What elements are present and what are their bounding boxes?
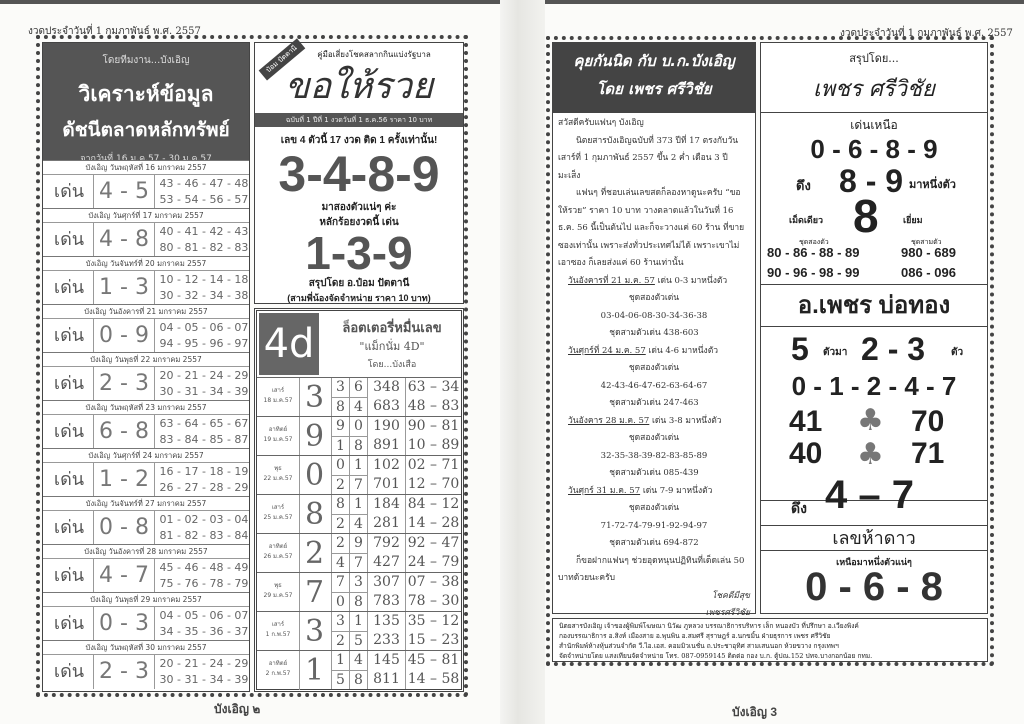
4d-date bbox=[259, 386, 297, 406]
letter-greeting: สวัสดีครับแฟนๆ บังเอิญ bbox=[558, 118, 644, 128]
khr-hundreds: 1-3-9 bbox=[305, 227, 413, 279]
row-numbers bbox=[159, 656, 249, 688]
row-line-2: 30 - 31 - 34 - 39 bbox=[159, 385, 249, 398]
4d-pairs: 35 – 12 bbox=[405, 612, 461, 631]
4d-day: เสาร์ bbox=[271, 504, 285, 511]
entry-two: 32-35-38-39-82-83-85-89 bbox=[600, 450, 708, 461]
entry-rest: เด่น 4-6 มาหนึ่งตัว bbox=[645, 345, 718, 356]
letter-para-1: นิตยสารบังเอิญฉบับที่ 373 ปีที่ 17 ตรงกับวันเสาร์ที่ 1 กุมภาพันธ์ 2557 ขึ้น 2 ค่ำ เดือน 3 ปีมะเส็ง bbox=[558, 135, 739, 181]
4d-triple: 102 bbox=[367, 456, 405, 475]
row-date: บังเอิญ วันพฤหัสที่ 16 มกราคม 2557 bbox=[43, 161, 249, 175]
three-set-1: 980 - 689 bbox=[901, 245, 956, 260]
entry-two: 71-72-74-79-91-92-94-97 bbox=[600, 520, 708, 531]
entry-two-label: ชุดสองตัวเด่น bbox=[628, 293, 680, 303]
4d-logo: 4d bbox=[259, 313, 319, 375]
4d-row bbox=[257, 572, 461, 611]
entry-rest: เด่น 0-3 มาหนึ่งตัว bbox=[654, 275, 728, 286]
single-left: เม็ดเดียว bbox=[789, 215, 824, 225]
4d-triple: 281 bbox=[367, 514, 405, 533]
entry-two-label: ชุดสองตัวเด่น bbox=[628, 503, 680, 513]
4d-triple: 683 bbox=[367, 397, 405, 416]
analysis-rows bbox=[43, 160, 249, 690]
row-numbers bbox=[159, 224, 249, 256]
row-line-2: 94 - 95 - 96 - 97 bbox=[159, 337, 249, 350]
4d-main-digit: 2 bbox=[299, 534, 329, 573]
row-numbers bbox=[159, 320, 249, 352]
4d-row bbox=[257, 611, 461, 650]
den-label: เด่น bbox=[53, 469, 85, 490]
row-date: บังเอิญ วันพฤหัสที่ 30 มกราคม 2557 bbox=[43, 641, 249, 655]
issue-line-right: งวดประจำวันที่ 1 กุมภาพันธ์ พ.ศ. 2557 bbox=[840, 28, 1013, 39]
page-gutter bbox=[500, 0, 545, 724]
4d-date-text: 25 ม.ค.57 bbox=[263, 514, 293, 521]
phet-dueng-label: ดึง bbox=[791, 500, 807, 516]
4d-pairs: 84 – 12 bbox=[405, 495, 461, 514]
4d-digit: 1 bbox=[331, 436, 349, 455]
khr-subtitle: คู่มือเสี่ยงโชคสลากกินแบ่งรัฐบาล bbox=[317, 50, 431, 59]
row-date: บังเอิญ วันจันทร์ที่ 27 มกราคม 2557 bbox=[43, 497, 249, 511]
author-badge: ป๋อม ปัตตานี bbox=[259, 39, 305, 81]
entry-day: วันศุกร์ที่ 24 ม.ค. 57 bbox=[568, 345, 646, 356]
4d-main-digit: 0 bbox=[299, 456, 329, 495]
row-numbers bbox=[159, 560, 249, 592]
den-label: เด่น bbox=[53, 181, 85, 202]
row-line-2: 83 - 84 - 85 - 87 bbox=[159, 433, 249, 446]
4d-row bbox=[257, 416, 461, 455]
4d-digit: 2 bbox=[331, 514, 349, 533]
4d-digit: 7 bbox=[331, 573, 349, 592]
khr-issue: ฉบับที่ 1 ปีที่ 1 งวดวันที่ 1 ธ.ค.56 ราคา 10 บาท bbox=[255, 113, 463, 127]
row-line-1: 20 - 21 - 24 - 29 bbox=[159, 657, 249, 670]
4d-digit: 5 bbox=[349, 631, 367, 650]
den-label: เด่น bbox=[53, 565, 85, 586]
4d-digit: 8 bbox=[331, 495, 349, 514]
row-line-1: 16 - 17 - 18 - 19 bbox=[159, 465, 249, 478]
4d-row bbox=[257, 533, 461, 572]
4d-pairs: 78 – 30 bbox=[405, 592, 461, 611]
4d-digit: 8 bbox=[349, 670, 367, 689]
4d-date-text: 2 ก.พ.57 bbox=[265, 670, 291, 677]
five-star-title: เลขห้าดาว bbox=[761, 525, 987, 551]
row-pair: 6 - 8 bbox=[93, 415, 155, 449]
4d-row bbox=[257, 650, 461, 689]
4d-row bbox=[257, 455, 461, 494]
row-line-1: 40 - 41 - 42 - 43 bbox=[159, 225, 249, 238]
4d-digit: 4 bbox=[349, 514, 367, 533]
letter-entry bbox=[558, 413, 750, 483]
row-pair: 0 - 9 bbox=[93, 319, 155, 353]
row-line-2: 53 - 54 - 56 - 57 bbox=[159, 193, 249, 206]
4d-date-text: 1 ก.พ.57 bbox=[265, 631, 291, 638]
4d-pairs: 02 – 71 bbox=[405, 456, 461, 475]
4d-pairs: 48 – 83 bbox=[405, 397, 461, 416]
4d-pairs: 45 – 81 bbox=[405, 651, 461, 670]
row-line-1: 45 - 46 - 48 - 49 bbox=[159, 561, 249, 574]
analysis-row bbox=[43, 160, 249, 208]
4d-triple: 307 bbox=[367, 573, 405, 592]
phet-n2: 70 bbox=[911, 405, 945, 438]
row-pair: 2 - 3 bbox=[93, 655, 155, 689]
row-pair: 4 - 5 bbox=[93, 175, 155, 209]
4d-triple: 811 bbox=[367, 670, 405, 689]
editor-title-1: คุยกันนิด กับ บ.ก.บังเอิญ bbox=[573, 52, 735, 70]
4d-triple: 135 bbox=[367, 612, 405, 631]
entry-two-label: ชุดสองตัวเด่น bbox=[628, 363, 680, 373]
letter-closing: ก็ขอฝากแฟนๆ ช่วยอุดหนุนปฏิทินที่เด็ดเล่น 50 บาทด้วยนะครับ bbox=[558, 555, 745, 583]
letter-sign-2: เพชรศรีวิชัย bbox=[705, 608, 750, 618]
phet-five: 5 bbox=[791, 331, 809, 367]
entry-three: ชุดสามตัวเด่น 247-463 bbox=[609, 398, 699, 408]
den-label: เด่น bbox=[53, 661, 85, 682]
phet-n4: 71 bbox=[911, 437, 945, 470]
row-numbers bbox=[159, 416, 249, 448]
4d-main-digit: 8 bbox=[299, 495, 329, 534]
4d-pairs: 14 – 28 bbox=[405, 514, 461, 533]
analysis-row bbox=[43, 496, 249, 544]
4d-digit: 9 bbox=[331, 417, 349, 436]
row-numbers bbox=[159, 608, 249, 640]
editor-letter bbox=[553, 113, 755, 625]
4d-date-text: 29 ม.ค.57 bbox=[263, 592, 293, 599]
letter-entry bbox=[558, 483, 750, 553]
row-date: บังเอิญ วันอังคารที่ 21 มกราคม 2557 bbox=[43, 305, 249, 319]
4d-digit: 3 bbox=[349, 573, 367, 592]
entry-three: ชุดสามตัวเด่น 438-603 bbox=[609, 328, 699, 338]
den-label: เด่น bbox=[53, 373, 85, 394]
entry-two: 42-43-46-47-62-63-64-67 bbox=[600, 380, 708, 391]
4d-date-text: 19 ม.ค.57 bbox=[263, 436, 293, 443]
analysis-range: จากวันที่ 16 ม.ค.57 - 30 ม.ค.57 bbox=[80, 154, 212, 164]
footer-line: กองบรรณาธิการ อ.สิงห์ เมืองสาย อ.พุนพิน อ.สมศรี สุราษฎร์ อ.นกขมิ้น ฝ่ายธุรการ เพชร ศรีวิชัย bbox=[559, 632, 831, 640]
row-line-1: 01 - 02 - 03 - 04 bbox=[159, 513, 249, 526]
4d-digit: 1 bbox=[349, 456, 367, 475]
analysis-title-1: วิเคราะห์ข้อมูล bbox=[78, 83, 214, 106]
phet-title: อ.เพชร บ่อทอง bbox=[761, 285, 987, 327]
row-pair: 0 - 8 bbox=[93, 511, 155, 545]
4d-main-digit: 3 bbox=[299, 612, 329, 651]
4d-date bbox=[259, 620, 297, 640]
analysis-row bbox=[43, 640, 249, 688]
khr-by: สรุปโดย อ.ป๋อม ปัตตานี bbox=[308, 278, 410, 289]
row-pair: 1 - 2 bbox=[93, 463, 155, 497]
4d-triple: 792 bbox=[367, 534, 405, 553]
entry-two: 03-04-06-08-30-34-36-38 bbox=[600, 310, 708, 321]
den-label: เด่น bbox=[53, 325, 85, 346]
4d-digit: 6 bbox=[349, 378, 367, 397]
row-date: บังเอิญ วันจันทร์ที่ 20 มกราคม 2557 bbox=[43, 257, 249, 271]
club-icon: ♣ bbox=[857, 437, 884, 472]
4d-triple: 427 bbox=[367, 553, 405, 572]
4d-pairs: 12 – 70 bbox=[405, 475, 461, 494]
4d-pairs: 07 – 38 bbox=[405, 573, 461, 592]
dueng-label: ดึง bbox=[796, 178, 811, 193]
4d-date bbox=[259, 425, 297, 445]
phet-tuama: ตัวมา bbox=[823, 347, 848, 358]
summary-panel bbox=[760, 42, 988, 614]
4d-date-text: 22 ม.ค.57 bbox=[263, 475, 293, 482]
4d-digit: 1 bbox=[331, 651, 349, 670]
4d-pairs: 90 – 81 bbox=[405, 417, 461, 436]
analysis-row bbox=[43, 208, 249, 256]
4d-digit: 7 bbox=[349, 553, 367, 572]
4d-triple: 348 bbox=[367, 378, 405, 397]
den-label: เด่น bbox=[53, 229, 85, 250]
4d-triple: 233 bbox=[367, 631, 405, 650]
khr-title: ขอให้รวย bbox=[284, 66, 434, 107]
five-star-sub: เหนือมาหนึ่งตัวแน่ๆ bbox=[836, 557, 912, 567]
den-label: เด่น bbox=[53, 421, 85, 442]
row-line-1: 63 - 64 - 65 - 67 bbox=[159, 417, 249, 430]
row-line-1: 20 - 21 - 24 - 29 bbox=[159, 369, 249, 382]
4d-digit: 1 bbox=[349, 495, 367, 514]
row-numbers bbox=[159, 512, 249, 544]
row-pair: 4 - 7 bbox=[93, 559, 155, 593]
den-nuea-section bbox=[761, 113, 987, 285]
row-line-2: 30 - 32 - 34 - 38 bbox=[159, 289, 249, 302]
row-numbers bbox=[159, 272, 249, 304]
4d-date bbox=[259, 464, 297, 484]
4d-main-digit: 9 bbox=[299, 417, 329, 456]
4d-triple: 891 bbox=[367, 436, 405, 455]
entry-three: ชุดสามตัวเด่น 085-439 bbox=[609, 468, 699, 478]
footer-line: สำนักพิมพ์ห้างหุ้นส่วนจำกัด วี.ไอ.เอส. คอมมิวเนชั่น ถ.ประชาอุทิศ สามเสนนอก ห้วยขวาง กรุงเทพฯ bbox=[559, 642, 839, 650]
row-pair: 2 - 3 bbox=[93, 367, 155, 401]
4d-row bbox=[257, 377, 461, 416]
4d-main-digit: 1 bbox=[299, 651, 329, 690]
row-date: บังเอิญ วันพฤหัสที่ 23 มกราคม 2557 bbox=[43, 401, 249, 415]
entry-day: วันอังคาร 28 ม.ค. 57 bbox=[568, 415, 650, 426]
khr-line2: หลักร้อยงวดนี้ เด่น bbox=[319, 217, 399, 228]
five-star-numbers: 0 - 6 - 8 bbox=[805, 565, 943, 609]
den-nuea-label: เด่นเหนือ bbox=[850, 118, 898, 132]
phet-n3: 40 bbox=[789, 437, 823, 470]
analysis-row bbox=[43, 256, 249, 304]
4d-day: อาทิตย์ bbox=[268, 660, 288, 667]
row-pair: 4 - 8 bbox=[93, 223, 155, 257]
summary-header bbox=[761, 43, 987, 113]
row-line-2: 81 - 82 - 83 - 84 bbox=[159, 529, 249, 542]
4d-rows bbox=[257, 377, 461, 689]
4d-day: เสาร์ bbox=[271, 621, 285, 628]
4d-digit: 3 bbox=[331, 612, 349, 631]
lottery-4d-panel bbox=[254, 308, 464, 692]
khr-main-numbers: 3-4-8-9 bbox=[278, 146, 440, 202]
phet-pair: 2 - 3 bbox=[861, 331, 926, 367]
letter-entry bbox=[558, 273, 750, 343]
analysis-row bbox=[43, 592, 249, 640]
4d-digit: 2 bbox=[331, 631, 349, 650]
entry-rest: เด่น 7-9 มาหนึ่งตัว bbox=[640, 485, 713, 496]
analysis-row bbox=[43, 304, 249, 352]
single-right: เยี่ยม bbox=[903, 215, 923, 225]
4d-main-digit: 7 bbox=[299, 573, 329, 612]
row-line-1: 04 - 05 - 06 - 07 bbox=[159, 609, 249, 622]
den-label: เด่น bbox=[53, 277, 85, 298]
4d-row bbox=[257, 494, 461, 533]
row-date: บังเอิญ วันศุกร์ที่ 17 มกราคม 2557 bbox=[43, 209, 249, 223]
4d-day: อาทิตย์ bbox=[268, 426, 288, 433]
single-digit: 8 bbox=[853, 190, 879, 242]
row-line-1: 04 - 05 - 06 - 07 bbox=[159, 321, 249, 334]
4d-date bbox=[259, 581, 297, 601]
letter-entries bbox=[558, 273, 750, 553]
4d-pairs: 63 – 34 bbox=[405, 378, 461, 397]
analysis-row bbox=[43, 448, 249, 496]
4d-triple: 145 bbox=[367, 651, 405, 670]
4d-digit: 4 bbox=[349, 397, 367, 416]
4d-digit: 4 bbox=[349, 651, 367, 670]
row-numbers bbox=[159, 368, 249, 400]
analysis-panel bbox=[42, 42, 250, 692]
analysis-title-2: ดัชนีตลาดหลักทรัพย์ bbox=[62, 120, 230, 141]
4d-digit: 0 bbox=[349, 417, 367, 436]
4d-date-text: 26 ม.ค.57 bbox=[263, 553, 293, 560]
row-line-2: 80 - 81 - 82 - 83 bbox=[159, 241, 249, 254]
4d-date bbox=[259, 542, 297, 562]
4d-digit: 9 bbox=[349, 534, 367, 553]
row-date: บังเอิญ วันพุธที่ 29 มกราคม 2557 bbox=[43, 593, 249, 607]
4d-pairs: 10 – 89 bbox=[405, 436, 461, 455]
row-date: บังเอิญ วันศุกร์ที่ 24 มกราคม 2557 bbox=[43, 449, 249, 463]
khr-line1: มาสองตัวแน่ๆ ค่ะ bbox=[321, 202, 397, 213]
row-line-2: 30 - 31 - 34 - 39 bbox=[159, 673, 249, 686]
4d-day: พุธ bbox=[274, 582, 282, 589]
phet-tua: ตัว bbox=[951, 347, 964, 358]
khor-hai-ruay-panel bbox=[254, 42, 464, 304]
4d-date bbox=[259, 659, 297, 679]
4d-digit: 0 bbox=[331, 592, 349, 611]
entry-day: วันศุกร์ 31 ม.ค. 57 bbox=[568, 485, 641, 496]
footer-line: จัดจำหน่ายโดย แสงเทียนจัดจำหน่าย โทร. 087-0959145 ติดต่อ กอง บ.ก. ตู้ปณ.152 ปทจ.บางกอกน้อย กทม. bbox=[559, 652, 873, 660]
phet-n1: 41 bbox=[789, 405, 823, 438]
letter-sign-1: โชคดีมีสุข bbox=[711, 590, 750, 601]
den-nuea-numbers: 0 - 6 - 8 - 9 bbox=[810, 134, 938, 164]
den-label: เด่น bbox=[53, 517, 85, 538]
4d-pairs: 24 – 79 bbox=[405, 553, 461, 572]
club-icon: ♣ bbox=[857, 403, 884, 438]
analysis-header bbox=[43, 43, 249, 164]
4d-digit: 8 bbox=[331, 397, 349, 416]
4d-date bbox=[259, 503, 297, 523]
4d-triple: 783 bbox=[367, 592, 405, 611]
left-page-label: บังเอิญ ๒ bbox=[214, 702, 261, 716]
4d-pairs: 14 – 58 bbox=[405, 670, 461, 689]
4d-day: เสาร์ bbox=[271, 387, 285, 394]
4d-digit: 8 bbox=[349, 436, 367, 455]
analysis-row bbox=[43, 544, 249, 592]
4d-triple: 184 bbox=[367, 495, 405, 514]
two-set-label: ชุดสองตัว bbox=[799, 238, 829, 246]
4d-triple: 190 bbox=[367, 417, 405, 436]
one-digit-label: มาหนึ่งตัว bbox=[909, 179, 956, 191]
analysis-byline: โดยทีมงาน...บังเอิญ bbox=[102, 55, 190, 66]
4d-main-digit: 3 bbox=[299, 378, 329, 417]
issue-line: งวดประจำวันที่ 1 กุมภาพันธ์ พ.ศ. 2557 bbox=[28, 26, 201, 37]
footer-line: นิตยสารบังเอิญ เจ้าของผู้พิมพ์โฆษณา นิวัฒ ภูหลวง บรรณาธิการบริหาร เล็ก หนองบัว ที่ปรึกษา อ.เวียงพิงค์ bbox=[559, 622, 859, 630]
4d-day: พุธ bbox=[274, 465, 282, 472]
row-line-2: 34 - 35 - 36 - 37 bbox=[159, 625, 249, 638]
khr-headline: เลข 4 ตัวนี้ 17 งวด ติด 1 ครั้งเท่านั้น! bbox=[280, 135, 438, 146]
4d-digit: 8 bbox=[349, 592, 367, 611]
row-date: บังเอิญ วันพุธที่ 22 มกราคม 2557 bbox=[43, 353, 249, 367]
row-pair: 0 - 3 bbox=[93, 607, 155, 641]
4d-digit: 4 bbox=[331, 553, 349, 572]
editor-title-2: โดย เพชร ศรีวิชัย bbox=[596, 80, 712, 98]
analysis-row bbox=[43, 400, 249, 448]
letter-para-2: แฟนๆ ที่ชอบเล่นเลขสดก็ลองหาดูนะครับ “ขอให้รวย” ราคา 10 บาท วางตลาดแล้วในวันที่ 16 ธ.ค. 56 นี้เป็นต้นไป และก็จะวางแค่ 60 ร้าน ที่ขายซองเท่านั้น เพราะส่งทั่วประเทศไม่ได้ เพราะเขาไม่เอาซอง ก็เลยส่งแค่ 60 ร้านเท่านั้น bbox=[558, 188, 745, 268]
summary-by: สรุปโดย... bbox=[849, 52, 899, 65]
phet-dueng-numbers: 4 – 7 bbox=[825, 473, 914, 517]
row-line-2: 26 - 27 - 28 - 29 bbox=[159, 481, 249, 494]
entry-three: ชุดสามตัวเด่น 694-872 bbox=[609, 538, 699, 548]
editor-column bbox=[552, 42, 756, 618]
4d-day: อาทิตย์ bbox=[268, 543, 288, 550]
row-numbers bbox=[159, 464, 249, 496]
row-numbers bbox=[159, 176, 249, 208]
analysis-row bbox=[43, 352, 249, 400]
dueng-numbers: 8 - 9 bbox=[839, 163, 904, 199]
two-set-1: 80 - 86 - 88 - 89 bbox=[767, 245, 860, 260]
4d-pairs: 15 – 23 bbox=[405, 631, 461, 650]
row-line-1: 43 - 46 - 47 - 48 bbox=[159, 177, 249, 190]
masthead-footer bbox=[552, 618, 988, 662]
entry-day: วันอังคารที่ 21 ม.ค. 57 bbox=[568, 275, 655, 286]
4d-title: ล็อตเตอรี่หมื่นเลข bbox=[342, 320, 442, 335]
editor-header bbox=[553, 43, 755, 113]
4d-subtitle: "แม็กนั่ม 4D" bbox=[359, 340, 425, 353]
right-page-label: บังเอิญ 3 bbox=[732, 705, 778, 719]
phet-digits: 0 - 1 - 2 - 4 - 7 bbox=[791, 371, 957, 401]
4d-by: โดย...บังเสือ bbox=[367, 360, 417, 370]
4d-digit: 7 bbox=[349, 475, 367, 494]
three-set-2: 086 - 096 bbox=[901, 265, 956, 280]
4d-date-text: 18 ม.ค.57 bbox=[263, 397, 293, 404]
den-label: เด่น bbox=[53, 613, 85, 634]
two-set-2: 90 - 96 - 98 - 99 bbox=[767, 265, 860, 280]
4d-digit: 1 bbox=[349, 612, 367, 631]
row-pair: 1 - 3 bbox=[93, 271, 155, 305]
4d-digit: 3 bbox=[331, 378, 349, 397]
khr-dist: (สามพี่น้องจัดจำหน่าย ราคา 10 บาท) bbox=[287, 293, 431, 303]
4d-digit: 5 bbox=[331, 670, 349, 689]
letter-entry bbox=[558, 343, 750, 413]
entry-rest: เด่น 3-8 มาหนึ่งตัว bbox=[649, 415, 722, 426]
row-line-2: 75 - 76 - 78 - 79 bbox=[159, 577, 249, 590]
4d-digit: 2 bbox=[331, 475, 349, 494]
row-line-1: 10 - 12 - 14 - 18 bbox=[159, 273, 249, 286]
three-set-label: ชุดสามตัว bbox=[911, 238, 942, 246]
row-date: บังเอิญ วันอังคารที่ 28 มกราคม 2557 bbox=[43, 545, 249, 559]
4d-digit: 2 bbox=[331, 534, 349, 553]
4d-triple: 701 bbox=[367, 475, 405, 494]
entry-two-label: ชุดสองตัวเด่น bbox=[628, 433, 680, 443]
4d-pairs: 92 – 47 bbox=[405, 534, 461, 553]
4d-digit: 0 bbox=[331, 456, 349, 475]
summary-name: เพชร ศรีวิชัย bbox=[813, 77, 935, 102]
